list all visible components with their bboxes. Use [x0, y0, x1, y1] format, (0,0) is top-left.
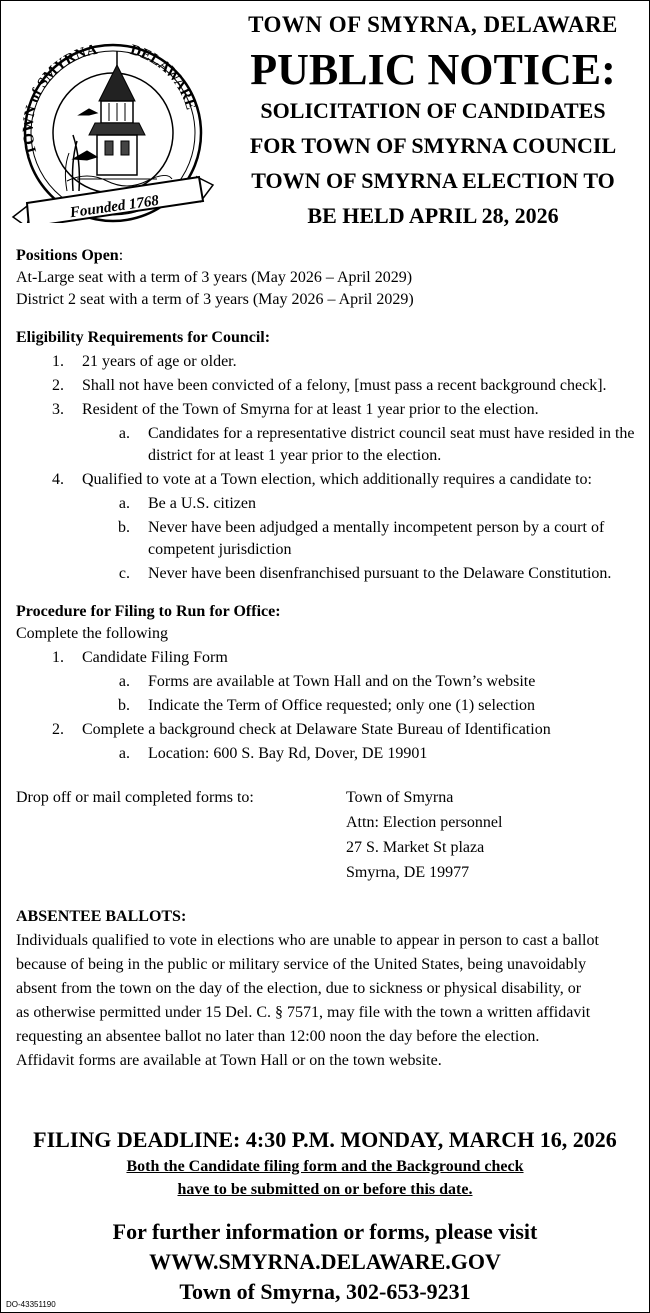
item-letter: a. — [118, 425, 130, 442]
item-number: 2. — [52, 721, 64, 738]
item-text: Indicate the Term of Office requested; only one (1) selection — [148, 697, 536, 714]
tower-illustration-icon — [65, 51, 172, 191]
footer-line: For further information or forms, please visit — [112, 1219, 538, 1244]
item-text: Location: 600 S. Bay Rd, Dover, DE 19901 — [148, 745, 428, 762]
ad-code: DO-43351190 — [6, 1300, 56, 1309]
founded-banner-text: Founded 1768 — [68, 192, 160, 222]
absentee-line: because of being in the public or military service of the United States, being unavoidably — [16, 956, 587, 973]
absentee-section — [16, 905, 641, 1073]
header-subtitle-line: TOWN OF SMYRNA ELECTION TO — [251, 168, 615, 193]
eligibility-item — [16, 399, 641, 421]
absentee-line: as otherwise permitted under 15 Del. C. § 7571, may file with the town a written affidavit — [16, 1004, 591, 1021]
item-letter: a. — [118, 745, 130, 762]
item-letter: b. — [118, 697, 130, 714]
filing-deadline — [1, 1125, 649, 1201]
item-text: Qualified to vote at a Town election, which additionally requires a candidate to: — [82, 471, 592, 488]
item-text: Candidate Filing Form — [82, 649, 228, 666]
item-number: 2. — [52, 377, 64, 394]
item-text: Forms are available at Town Hall and on the Town’s website — [148, 673, 536, 690]
address-line: Attn: Election personnel — [346, 814, 503, 831]
town-seal-logo — [7, 31, 219, 223]
seal-arc-left-text: TOWN of SMYRNA — [20, 41, 99, 157]
positions-heading: Positions Open — [16, 247, 119, 264]
item-number: 1. — [52, 649, 64, 666]
item-number: 4. — [52, 471, 64, 488]
deadline-sub-line: Both the Candidate filing form and the Background check — [126, 1158, 524, 1175]
absentee-line: Individuals qualified to vote in elections who are unable to appear in person to cast a ballot — [16, 932, 599, 949]
absentee-line: requesting an absentee ballot no later than 12:00 noon the day before the election. — [16, 1028, 540, 1045]
item-text: 21 years of age or older. — [82, 353, 237, 370]
header-town-name: TOWN OF SMYRNA, DELAWARE — [248, 12, 618, 37]
address-line: Town of Smyrna — [346, 789, 454, 806]
item-letter: a. — [118, 495, 130, 512]
eligibility-item — [16, 351, 641, 373]
eligibility-item — [16, 469, 641, 491]
deadline-main: FILING DEADLINE: 4:30 P.M. MONDAY, MARCH 16, 2026 — [33, 1127, 617, 1152]
procedure-subitem — [16, 695, 641, 717]
eligibility-subitem — [16, 517, 641, 561]
procedure-subitem — [16, 671, 641, 693]
procedure-heading: Procedure for Filing to Run for Office: — [16, 603, 281, 620]
absentee-line: absent from the town on the day of the election, due to sickness or physical disability, or — [16, 980, 582, 997]
item-letter: a. — [118, 673, 130, 690]
position-line: At-Large seat with a term of 3 years (May 2026 – April 2029) — [16, 269, 413, 286]
procedure-intro: Complete the following — [16, 625, 168, 642]
item-letter: b. — [118, 519, 130, 536]
item-text: Never have been disenfranchised pursuant to the Delaware Constitution. — [148, 565, 612, 582]
header-subtitle-line: FOR TOWN OF SMYRNA COUNCIL — [249, 133, 617, 158]
item-text: Shall not have been convicted of a felony, [must pass a recent background check]. — [82, 377, 607, 394]
eligibility-section — [16, 327, 641, 585]
item-letter: c. — [118, 565, 130, 582]
item-text: Be a U.S. citizen — [148, 495, 256, 512]
absentee-line: Affidavit forms are available at Town Hall or on the town website. — [16, 1052, 442, 1069]
dropoff-label: Drop off or mail completed forms to: — [16, 789, 254, 806]
procedure-item — [16, 647, 641, 669]
footer-phone: Town of Smyrna, 302-653-9231 — [179, 1279, 471, 1304]
header-title: PUBLIC NOTICE: — [250, 45, 616, 94]
positions-section — [16, 245, 641, 311]
footer-website: WWW.SMYRNA.DELAWARE.GOV — [149, 1249, 501, 1274]
seal-arc-right-text: DELAWARE — [128, 42, 199, 112]
procedure-item — [16, 719, 641, 741]
notice-header — [219, 5, 647, 233]
item-number: 1. — [52, 353, 64, 370]
header-subtitle-line: SOLICITATION OF CANDIDATES — [260, 98, 606, 123]
item-text: Complete a background check at Delaware State Bureau of Identification — [82, 721, 551, 738]
procedure-subitem — [16, 743, 641, 765]
eligibility-subitem — [16, 423, 641, 467]
item-text: Never have been adjudged a mentally incompetent person by a court of competent jurisdiction — [148, 519, 605, 558]
eligibility-heading: Eligibility Requirements for Council: — [16, 329, 271, 346]
item-text: Resident of the Town of Smyrna for at least 1 year prior to the election. — [82, 401, 539, 418]
eligibility-subitem — [16, 493, 641, 515]
eligibility-item — [16, 375, 641, 397]
notice-body — [16, 245, 641, 1073]
dropoff-section — [16, 785, 641, 885]
eligibility-subitem — [16, 563, 641, 585]
dropoff-address — [346, 785, 502, 885]
item-text: Candidates for a representative district council seat must have resided in the district for at least 1 year prior to the election. — [148, 425, 635, 464]
contact-footer — [1, 1217, 649, 1307]
address-line: 27 S. Market St plaza — [346, 839, 485, 856]
address-line: Smyrna, DE 19977 — [346, 864, 470, 881]
deadline-sub-line: have to be submitted on or before this date. — [177, 1181, 473, 1198]
positions-heading-colon: : — [118, 247, 124, 264]
absentee-heading: ABSENTEE BALLOTS: — [16, 908, 187, 925]
procedure-section — [16, 601, 641, 765]
item-number: 3. — [52, 401, 64, 418]
header-subtitle-line: BE HELD APRIL 28, 2026 — [307, 203, 559, 228]
position-line: District 2 seat with a term of 3 years (May 2026 – April 2029) — [16, 291, 414, 308]
